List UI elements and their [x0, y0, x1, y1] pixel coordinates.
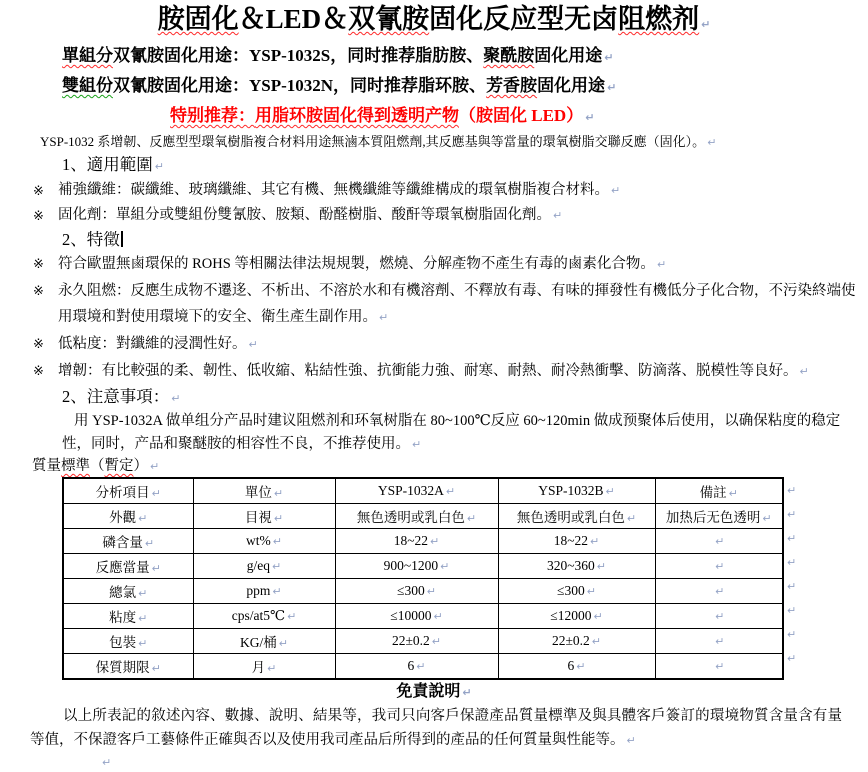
pilcrow-mark: ↵ — [138, 637, 148, 650]
pilcrow-mark: ↵ — [787, 556, 797, 569]
list-item — [0, 203, 868, 228]
table-cell: 18~22 ↵ — [498, 529, 655, 554]
pilcrow-mark: ↵ — [787, 628, 797, 641]
text-run: 用脂环胺固化得到透明产物 — [255, 106, 459, 125]
table-cell: 無色透明或乳白色 ↵ — [498, 504, 655, 529]
table-header-row — [63, 478, 783, 504]
table-cell: 粘度 ↵ — [63, 604, 193, 629]
pilcrow-mark: ↵ — [607, 81, 617, 94]
list-item-text: 低粘度：對纖維的浸潤性好。 — [58, 336, 247, 352]
text-run: 双氰胺固化用途：YSP-1032S，同时推荐脂肪胺、 — [113, 46, 484, 65]
table-cell: g/eq ↵ — [193, 554, 335, 579]
pilcrow-mark: ↵ — [656, 258, 667, 271]
spec-table-wrap — [62, 477, 868, 680]
intro-line-single-component — [62, 42, 868, 72]
table-cell: 320~360 ↵ — [498, 554, 655, 579]
table-cell: 外觀 ↵ — [63, 504, 193, 529]
table-row — [63, 579, 783, 604]
list-item-text: 固化劑：單組分或雙組份雙氰胺、胺類、酚醛樹脂、酸酐等環氧樹脂固化劑。 — [58, 207, 551, 223]
pilcrow-mark: ↵ — [138, 512, 148, 525]
pilcrow-mark: ↵ — [430, 535, 440, 548]
table-cell: cps/at5℃ ↵ — [193, 604, 335, 629]
pilcrow-mark: ↵ — [787, 508, 797, 521]
text-run: 固化反应型无卤 — [429, 4, 619, 34]
reference-bullet: ※ — [33, 183, 44, 198]
pilcrow-mark: ↵ — [466, 512, 477, 525]
table-cell: 月 ↵ — [193, 654, 335, 680]
table-row — [63, 504, 783, 529]
text-run: 固化用途 — [534, 46, 603, 65]
pilcrow-mark: ↵ — [138, 587, 148, 600]
text-run: 特别推荐： — [170, 106, 255, 125]
pilcrow-mark: ↵ — [462, 686, 472, 699]
pilcrow-mark: ↵ — [762, 512, 772, 525]
pilcrow-mark: ↵ — [171, 392, 181, 405]
header-cell: 單位 ↵ — [193, 478, 335, 504]
trailing-paragraph-mark — [100, 753, 868, 772]
table-cell: 900~1200 ↵ — [335, 554, 498, 579]
special-recommendation-line — [170, 102, 868, 132]
table-cell: 保質期限 ↵ — [63, 654, 193, 680]
pilcrow-mark: ↵ — [715, 535, 725, 548]
pilcrow-mark: ↵ — [626, 734, 636, 747]
pilcrow-mark: ↵ — [596, 560, 607, 573]
pilcrow-mark: ↵ — [715, 585, 725, 598]
pilcrow-mark: ↵ — [715, 560, 725, 573]
header-cell: YSP-1032A ↵ — [335, 478, 498, 504]
pilcrow-mark: ↵ — [412, 438, 422, 451]
pilcrow-mark: ↵ — [604, 51, 614, 64]
text-run: 暫定 — [104, 458, 134, 474]
text-run: 胺固化 — [157, 4, 239, 34]
pilcrow-mark: ↵ — [272, 560, 282, 573]
pilcrow-mark: ↵ — [287, 610, 297, 623]
table-cell — [655, 579, 783, 604]
text-run: ＆LED＆ — [238, 4, 349, 34]
table-cell: 6 ↵ — [498, 654, 655, 680]
table-cell: 磷含量 ↵ — [63, 529, 193, 554]
header-cell: YSP-1032B ↵ — [498, 478, 655, 504]
pilcrow-mark: ↵ — [787, 532, 797, 545]
disclaimer-heading: 免責說明 ↵ — [396, 683, 472, 700]
pilcrow-mark: ↵ — [431, 635, 441, 648]
pilcrow-mark: ↵ — [715, 635, 725, 648]
pilcrow-mark: ↵ — [707, 136, 717, 149]
spec-table — [62, 477, 784, 680]
section-heading-notes: 2、注意事項： ↵ — [62, 387, 181, 406]
text-run: 標準 — [61, 458, 90, 474]
table-cell: ≤10000 ↵ — [335, 604, 498, 629]
reference-bullet: ※ — [33, 283, 44, 298]
table-cell — [655, 529, 783, 554]
pilcrow-mark: ↵ — [433, 610, 443, 623]
pilcrow-mark: ↵ — [626, 512, 637, 525]
table-cell: 反應當量 ↵ — [63, 554, 193, 579]
pilcrow-mark: ↵ — [576, 660, 586, 673]
table-cell — [655, 554, 783, 579]
pilcrow-mark: ↵ — [715, 660, 725, 673]
pilcrow-mark: ↵ — [591, 635, 601, 648]
section-heading-features — [62, 228, 868, 251]
pilcrow-mark: ↵ — [787, 604, 797, 617]
text-run: 双氰胺固化用途：YSP-1032N，同时推荐脂环胺、 — [113, 76, 487, 95]
list-item — [0, 358, 868, 385]
doc-title — [0, 2, 868, 42]
pilcrow-mark: ↵ — [379, 311, 389, 324]
reference-bullet: ※ — [33, 336, 44, 351]
features-list — [0, 251, 868, 385]
table-cell: 總氯 ↵ — [63, 579, 193, 604]
text-run: 固化用途 — [537, 76, 606, 95]
text-run: （胺固化 LED） — [459, 106, 584, 125]
table-cell: KG/桶 ↵ — [193, 629, 335, 654]
pilcrow-mark: ↵ — [102, 756, 112, 769]
pilcrow-mark: ↵ — [440, 560, 450, 573]
table-cell — [655, 629, 783, 654]
pilcrow-mark: ↵ — [248, 338, 258, 351]
pilcrow-mark: ↵ — [151, 487, 161, 500]
table-cell: 無色透明或乳白色 ↵ — [335, 504, 498, 529]
header-cell: 備註 ↵ — [655, 478, 783, 504]
list-item — [0, 331, 868, 358]
pilcrow-mark: ↵ — [701, 18, 711, 31]
text-run: 聚酰胺 — [483, 46, 535, 65]
table-cell: ≤300 ↵ — [498, 579, 655, 604]
table-cell: 6 ↵ — [335, 654, 498, 680]
pilcrow-mark: ↵ — [273, 487, 284, 500]
table-cell: ≤12000 ↵ — [498, 604, 655, 629]
list-item — [0, 251, 868, 278]
list-item — [0, 178, 868, 203]
text-run: 阻燃剂 — [618, 4, 700, 34]
list-item-text: 增韌：有比較强的柔、韌性、低收縮、粘結性強、抗衝能力強、耐寒、耐熱、耐冷熱衝擊、防滴落、脱模性等良好。 — [58, 363, 798, 379]
pilcrow-mark: ↵ — [445, 485, 456, 498]
text-run: 芳香胺 — [486, 76, 538, 95]
text-run: 双氰胺 — [348, 4, 430, 34]
list-item-text: 補強纖維：碳纖維、玻璃纖維、其它有機、無機纖維等纖維構成的環氧樹脂複合材料。 — [58, 182, 609, 198]
text-run: 質量 — [32, 458, 61, 474]
reference-bullet: ※ — [33, 363, 44, 378]
list-item-text: 符合歐盟無鹵環保的 ROHS 等相關法律法規規製，燃燒、分解產物不產生有毒的鹵素化合物。 — [58, 256, 655, 272]
reference-bullet: ※ — [33, 208, 44, 223]
reference-bullet: ※ — [33, 256, 44, 271]
table-row — [63, 654, 783, 680]
pilcrow-mark: ↵ — [154, 160, 164, 173]
table-caption — [32, 456, 868, 477]
pilcrow-mark: ↵ — [267, 662, 277, 675]
table-row — [63, 529, 783, 554]
pilcrow-mark: ↵ — [586, 585, 596, 598]
table-cell — [655, 654, 783, 680]
table-cell: 22±0.2 ↵ — [498, 629, 655, 654]
text-run: 單組分 — [62, 46, 113, 65]
section-heading-features-text: 2、特徵 — [62, 230, 120, 249]
list-item — [0, 278, 868, 331]
table-cell: 目視 ↵ — [193, 504, 335, 529]
pilcrow-mark: ↵ — [715, 610, 725, 623]
pilcrow-mark: ↵ — [278, 637, 288, 650]
text-run: ） — [133, 458, 148, 474]
pilcrow-mark: ↵ — [272, 535, 282, 548]
table-cell — [655, 604, 783, 629]
text-run: 雙組份 — [62, 76, 113, 95]
pilcrow-mark: ↵ — [272, 585, 282, 598]
table-row — [63, 604, 783, 629]
pilcrow-mark: ↵ — [799, 365, 809, 378]
pilcrow-mark: ↵ — [590, 535, 600, 548]
pilcrow-mark: ↵ — [144, 537, 155, 550]
table-cell: ≤300 ↵ — [335, 579, 498, 604]
pilcrow-mark: ↵ — [787, 484, 797, 497]
pilcrow-mark: ↵ — [728, 487, 738, 500]
pilcrow-mark: ↵ — [553, 209, 563, 222]
pilcrow-mark: ↵ — [273, 512, 284, 525]
section-heading-scope: 1、適用範圍 ↵ — [62, 155, 164, 174]
pilcrow-mark: ↵ — [787, 652, 797, 665]
table-row — [63, 554, 783, 579]
pilcrow-mark: ↵ — [585, 111, 595, 124]
table-cell: 18~22 ↵ — [335, 529, 498, 554]
table-cell: 包裝 ↵ — [63, 629, 193, 654]
notes-paragraph: 用 YSP-1032A 做单组分产品时建议阻燃剂和环氧树脂在 80~100℃反应 60~120min 做成预聚体后使用，以确保粘度的稳定性，同时，产品和聚醚胺的相容性不良，不推荐使用。 ↵ — [62, 413, 841, 452]
table-cell: wt% ↵ — [193, 529, 335, 554]
table-cell: 加热后无色透明 ↵ — [655, 504, 783, 529]
pilcrow-mark: ↵ — [416, 660, 426, 673]
pilcrow-mark: ↵ — [151, 662, 161, 675]
pilcrow-mark: ↵ — [426, 585, 436, 598]
text-run: （ — [90, 458, 105, 474]
header-cell: 分析項目 ↵ — [63, 478, 193, 504]
pilcrow-mark: ↵ — [151, 562, 161, 575]
pilcrow-mark: ↵ — [593, 610, 603, 623]
scope-list — [0, 178, 868, 228]
table-cell: ppm ↵ — [193, 579, 335, 604]
row-end-marks — [787, 477, 796, 671]
list-item-text: 永久阻燃：反應生成物不遷迻、不析出、不溶於水和有機溶劑、不釋放有毒、有味的揮發性有機低分子化合物，不污染終端使用環境和對使用環境下的安全、衛生產生副作用。 — [58, 283, 856, 325]
pilcrow-mark: ↵ — [611, 184, 621, 197]
text-cursor — [121, 231, 123, 247]
pilcrow-mark: ↵ — [150, 460, 160, 473]
table-row — [63, 629, 783, 654]
lead-paragraph: YSP-1032 系增韌、反應型型環氧樹脂複合材料用途無滷本質阻燃劑,其反應基與等當量的環氧樹脂交聯反應（固化）。 ↵ — [40, 134, 717, 149]
pilcrow-mark: ↵ — [138, 612, 148, 625]
pilcrow-mark: ↵ — [787, 580, 797, 593]
table-cell: 22±0.2 ↵ — [335, 629, 498, 654]
pilcrow-mark: ↵ — [605, 485, 615, 498]
intro-line-two-component — [62, 72, 868, 102]
disclaimer-paragraph: 以上所表記的敘述內容、數據、說明、結果等，我司只向客戶保證產品質量標準及與具體客戶簽訂的環境物質含量含有量等值，不保證客戶工藝條件正確與否以及使用我司產品后所得到的產品的任何質量與性能等。 ↵ — [30, 708, 842, 748]
